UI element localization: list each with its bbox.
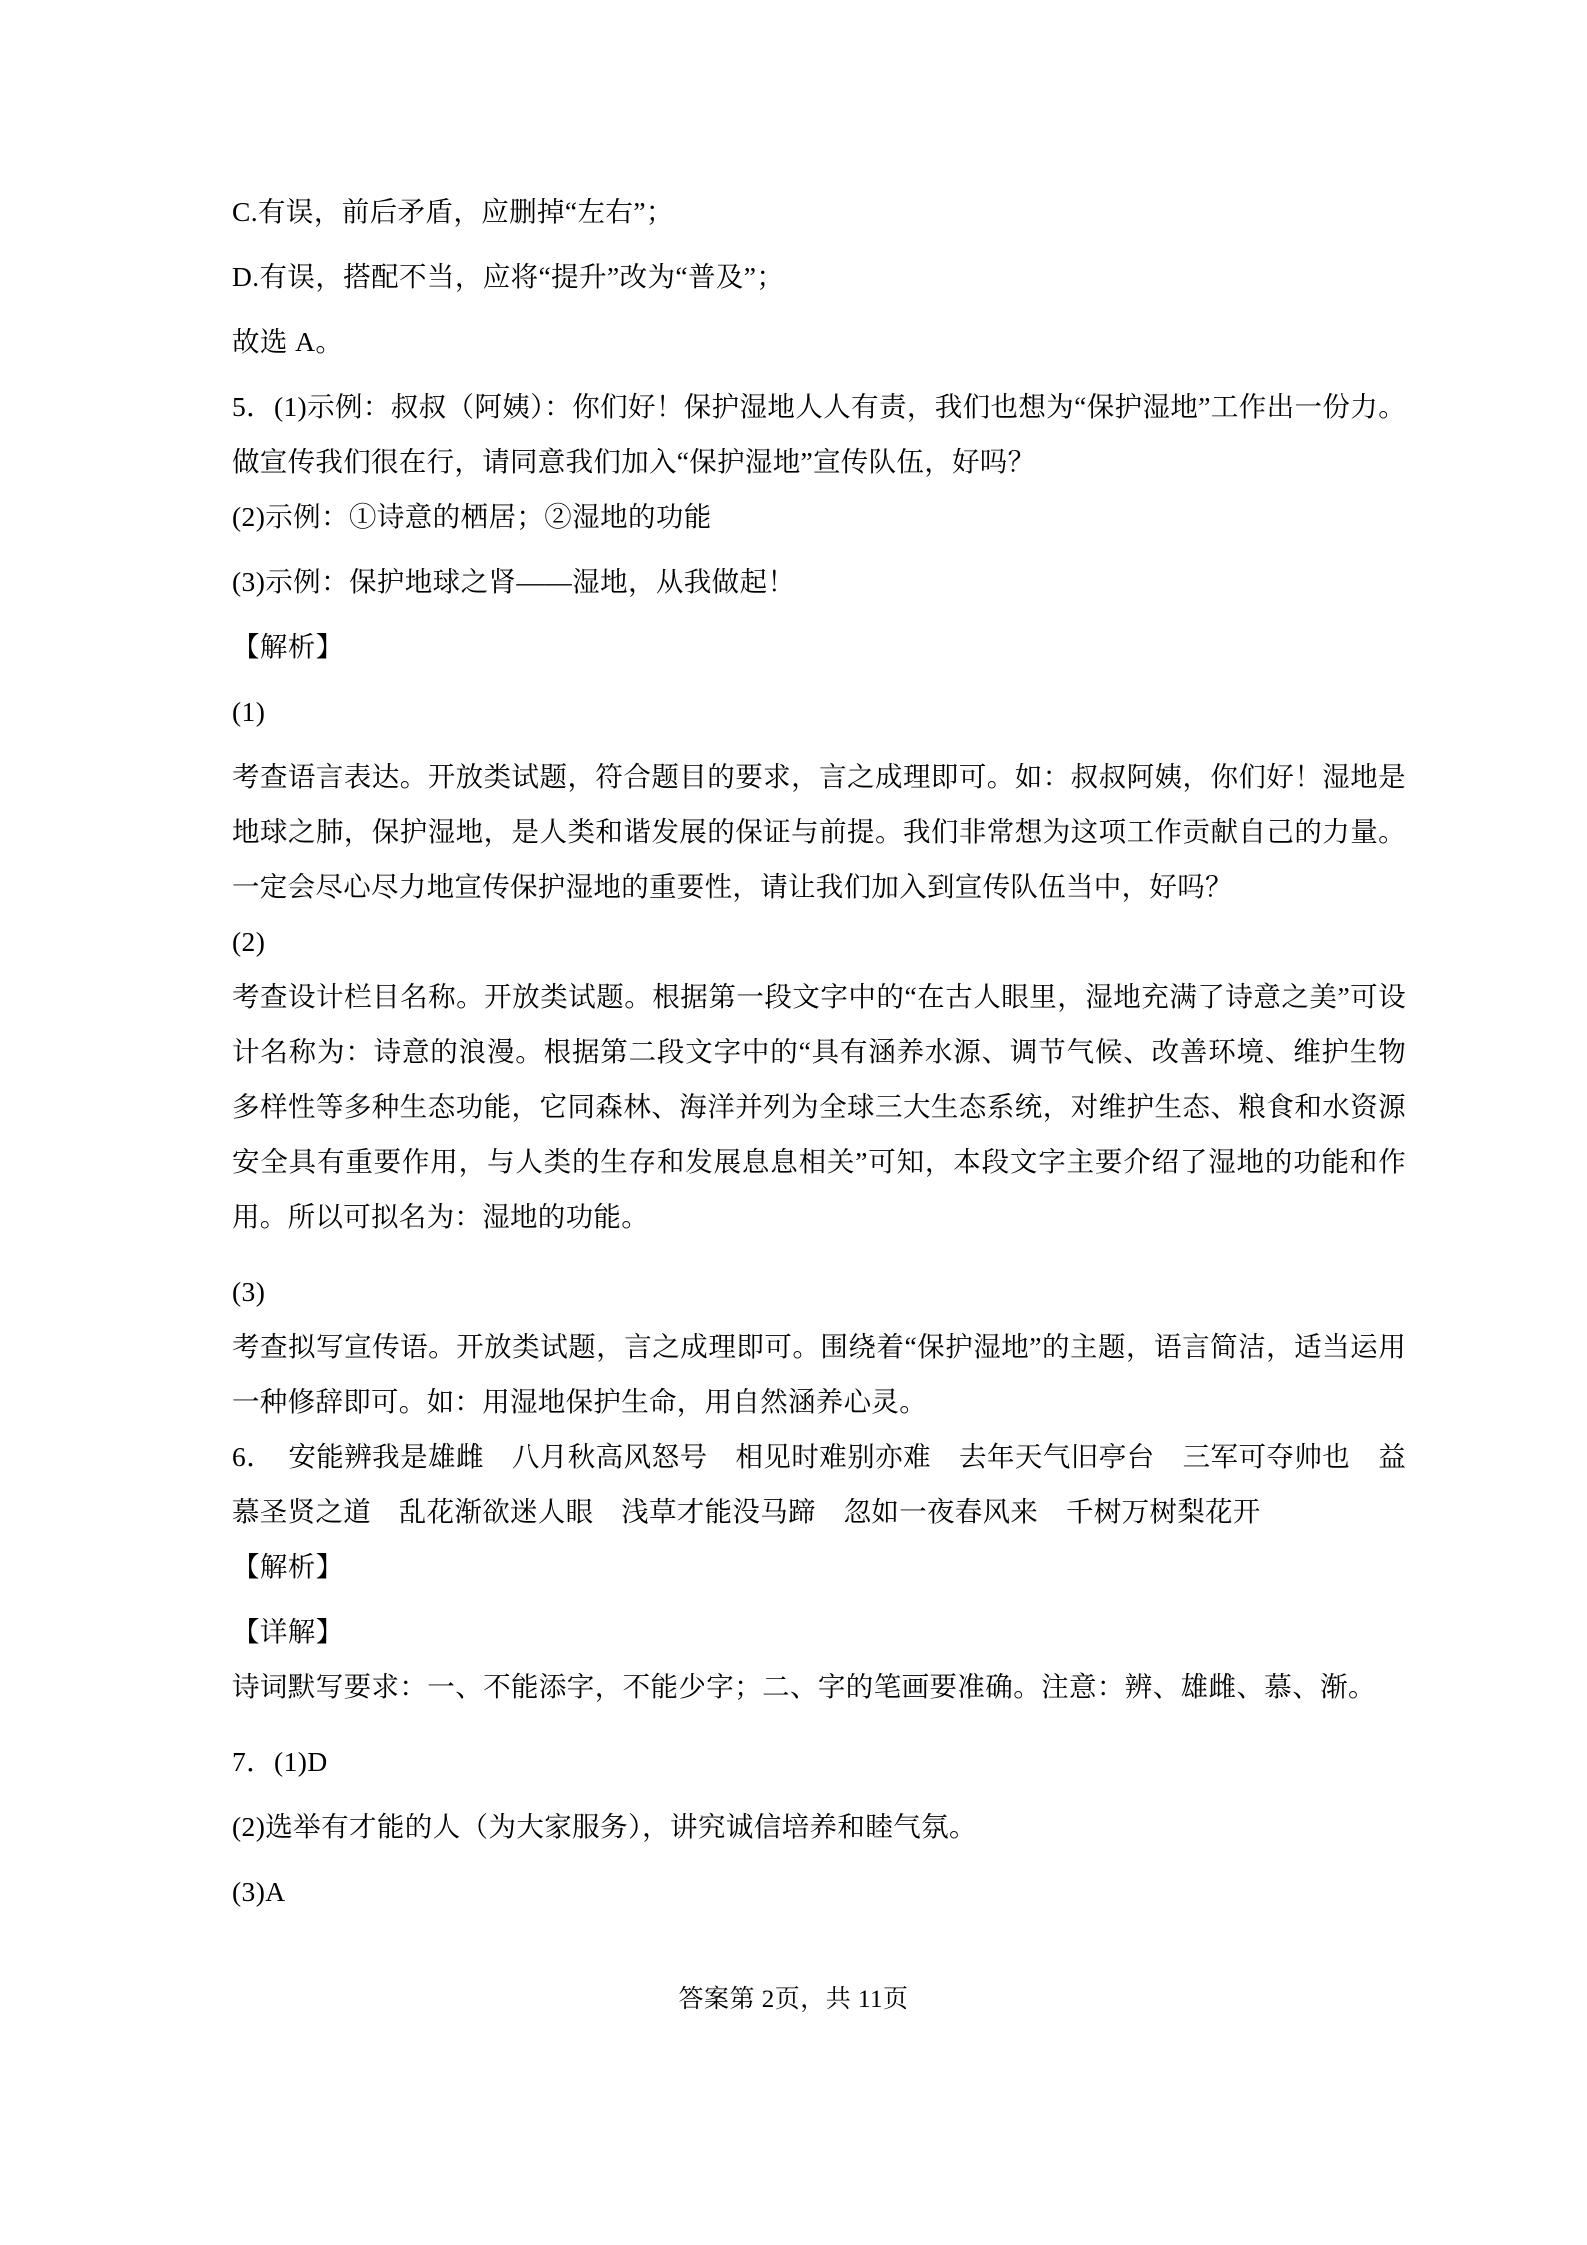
- q5-sub3-text: 考查拟写宣传语。开放类试题，言之成理即可。围绕着“保护湿地”的主题，语言简洁，适当运用一种修辞即可。如：用湿地保护生命，用自然涵养心灵。: [232, 1331, 1406, 1417]
- q6-analysis-label: 【解析】: [232, 1551, 344, 1582]
- q4-conclusion: 故选 A。: [232, 326, 344, 357]
- page-content: [232, 184, 1406, 1919]
- q5-sub2-label: (2): [232, 926, 266, 957]
- q4-option-d: D.有误，搭配不当，应将“提升”改为“普及”；: [232, 261, 785, 292]
- q5-sub3-label: (3): [232, 1276, 266, 1307]
- page-footer: 答案第 2页，共 11页: [678, 1986, 909, 2013]
- q5-sub1-label: (1): [232, 696, 266, 727]
- q7-answer-3: (3)A: [232, 1876, 286, 1907]
- q5-sub2-text: 考查设计栏目名称。开放类试题。根据第一段文字中的“在古人眼里，湿地充满了诗意之美”可设计名称为：诗意的浪漫。根据第二段文字中的“具有涵养水源、调节气候、改善环境、维护生物多样性等多种生态功能，它同森林、海洋并列为全球三大生态系统，对维护生态、粮食和水资源安全具有重要作用，与人类的生存和发展息息相关”可知，本段文字主要介绍了湿地的功能和作用。所以可拟名为：湿地的功能。: [232, 981, 1406, 1232]
- q7-answer-1: 7．(1)D: [232, 1746, 328, 1777]
- q4-option-c: C.有误，前后矛盾，应删掉“左右”；: [232, 196, 674, 227]
- q5-answer-1: 5．(1)示例：叔叔（阿姨）：你们好！保护湿地人人有责，我们也想为“保护湿地”工作出一份力。做宣传我们很在行，请同意我们加入“保护湿地”宣传队伍，好吗？: [232, 391, 1406, 477]
- q6-detail-text: 诗词默写要求：一、不能添字，不能少字；二、字的笔画要准确。注意：辨、雄雌、慕、渐。: [232, 1671, 1376, 1702]
- q5-analysis-label: 【解析】: [232, 631, 344, 662]
- q5-answer-3: (3)示例：保护地球之肾——湿地，从我做起！: [232, 566, 796, 597]
- q7-answer-2: (2)选举有才能的人（为大家服务），讲究诚信培养和睦气氛。: [232, 1811, 977, 1842]
- q6-answer: 6． 安能辨我是雄雌 八月秋高风怒号 相见时难别亦难 去年天气旧亭台 三军可夺帅也 益慕圣贤之道 乱花渐欲迷人眼 浅草才能没马蹄 忽如一夜春风来 千树万树梨花开: [232, 1441, 1406, 1527]
- q6-detail-label: 【详解】: [232, 1616, 344, 1647]
- q5-sub1-text: 考查语言表达。开放类试题，符合题目的要求，言之成理即可。如：叔叔阿姨，你们好！湿地是地球之肺，保护湿地，是人类和谐发展的保证与前提。我们非常想为这项工作贡献自己的力量。一定会尽心尽力地宣传保护湿地的重要性，请让我们加入到宣传队伍当中，好吗？: [232, 761, 1406, 902]
- q5-answer-2: (2)示例：①诗意的栖居；②湿地的功能: [232, 501, 712, 532]
